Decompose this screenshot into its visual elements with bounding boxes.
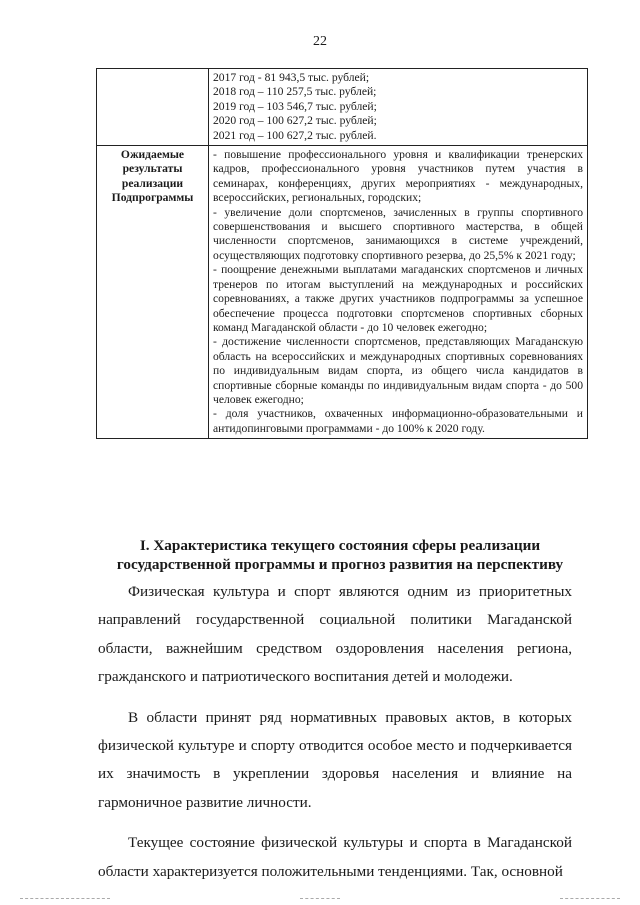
results-label: Ожидаемые результаты реализации Подпрограммы xyxy=(97,146,209,439)
result-item-athletes-share: - увеличение доли спортсменов, зачисленных в группы спортивного совершенствования и высшего спортивного мастерства, в общей численности спортсменов, занимающихся в системе учреждений, осуществляющих подготовку спортивного резерва, до 25,5% к 2021 году; xyxy=(213,205,583,262)
result-item-antidoping: - доля участников, охваченных информационно-образовательными и антидопинговыми программами - до 100% к 2020 году. xyxy=(213,407,583,435)
budget-line-2019: 2019 год – 103 546,7 тыс. рублей; xyxy=(213,99,377,113)
budget-line-2017: 2017 год - 81 943,5 тыс. рублей; xyxy=(213,71,370,84)
budget-label-cell xyxy=(97,69,209,146)
footer-dashed-line xyxy=(0,898,640,899)
budget-row xyxy=(97,69,588,146)
subprogram-passport-table xyxy=(96,68,588,439)
page-number: 22 xyxy=(313,34,327,49)
result-item-incentives: - поощрение денежными выплатами магаданских спортсменов и личных тренеров по итогам выступлений на международных и российских соревнованиях, а также других участников подпрограммы за успешное обеспечение процесса подготовки спортсменов спортивных сборных команд Магаданской области - до 10 человек ежегодно; xyxy=(213,263,583,334)
section-title-line-1: I. Характеристика текущего состояния сферы реализации xyxy=(139,537,541,554)
paragraph-3: Текущее состояние физической культуры и спорта в Магаданской области характеризуется положительными тенденциями. Так, основной xyxy=(98,834,572,880)
results-cell xyxy=(209,146,588,439)
result-item-training: - повышение профессионального уровня и квалификации тренерских кадров, профессионального уровня участников путем участия в семинарах, конференциях, других мероприятиях - международных, всероссийских, региональных, городских; xyxy=(213,148,583,205)
section-title xyxy=(60,536,620,574)
budget-line-2018: 2018 год – 110 257,5 тыс. рублей; xyxy=(213,85,377,99)
result-item-competitions: - достижение численности спортсменов, представляющих Магаданскую область на всероссийских и международных спортивных соревнованиях по индивидуальным видам спорта, из общего числа кандидатов в спортивные сборные команды по индивидуальным видам спорта - до 500 человек ежегодно; xyxy=(213,335,583,406)
budget-values-cell xyxy=(209,69,588,146)
budget-line-2021: 2021 год – 100 627,2 тыс. рублей. xyxy=(213,128,377,142)
paragraph-1: Физическая культура и спорт являются одним из приоритетных направлений государственной социальной политики Магаданской области, важнейшим средством оздоровления населения региона, гражданского и патриотического воспитания детей и молодежи. xyxy=(98,583,572,686)
body-text xyxy=(98,578,572,898)
budget-line-2020: 2020 год – 100 627,2 тыс. рублей; xyxy=(213,114,377,128)
section-title-line-2: государственной программы и прогноз развития на перспективу xyxy=(116,556,564,573)
paragraph-2: В области принят ряд нормативных правовых актов, в которых физической культуре и спорту отводится особое место и подчеркивается их значимость в укреплении здоровья населения и влияние на гармоничное развитие личности. xyxy=(98,708,572,811)
results-row xyxy=(97,146,588,439)
